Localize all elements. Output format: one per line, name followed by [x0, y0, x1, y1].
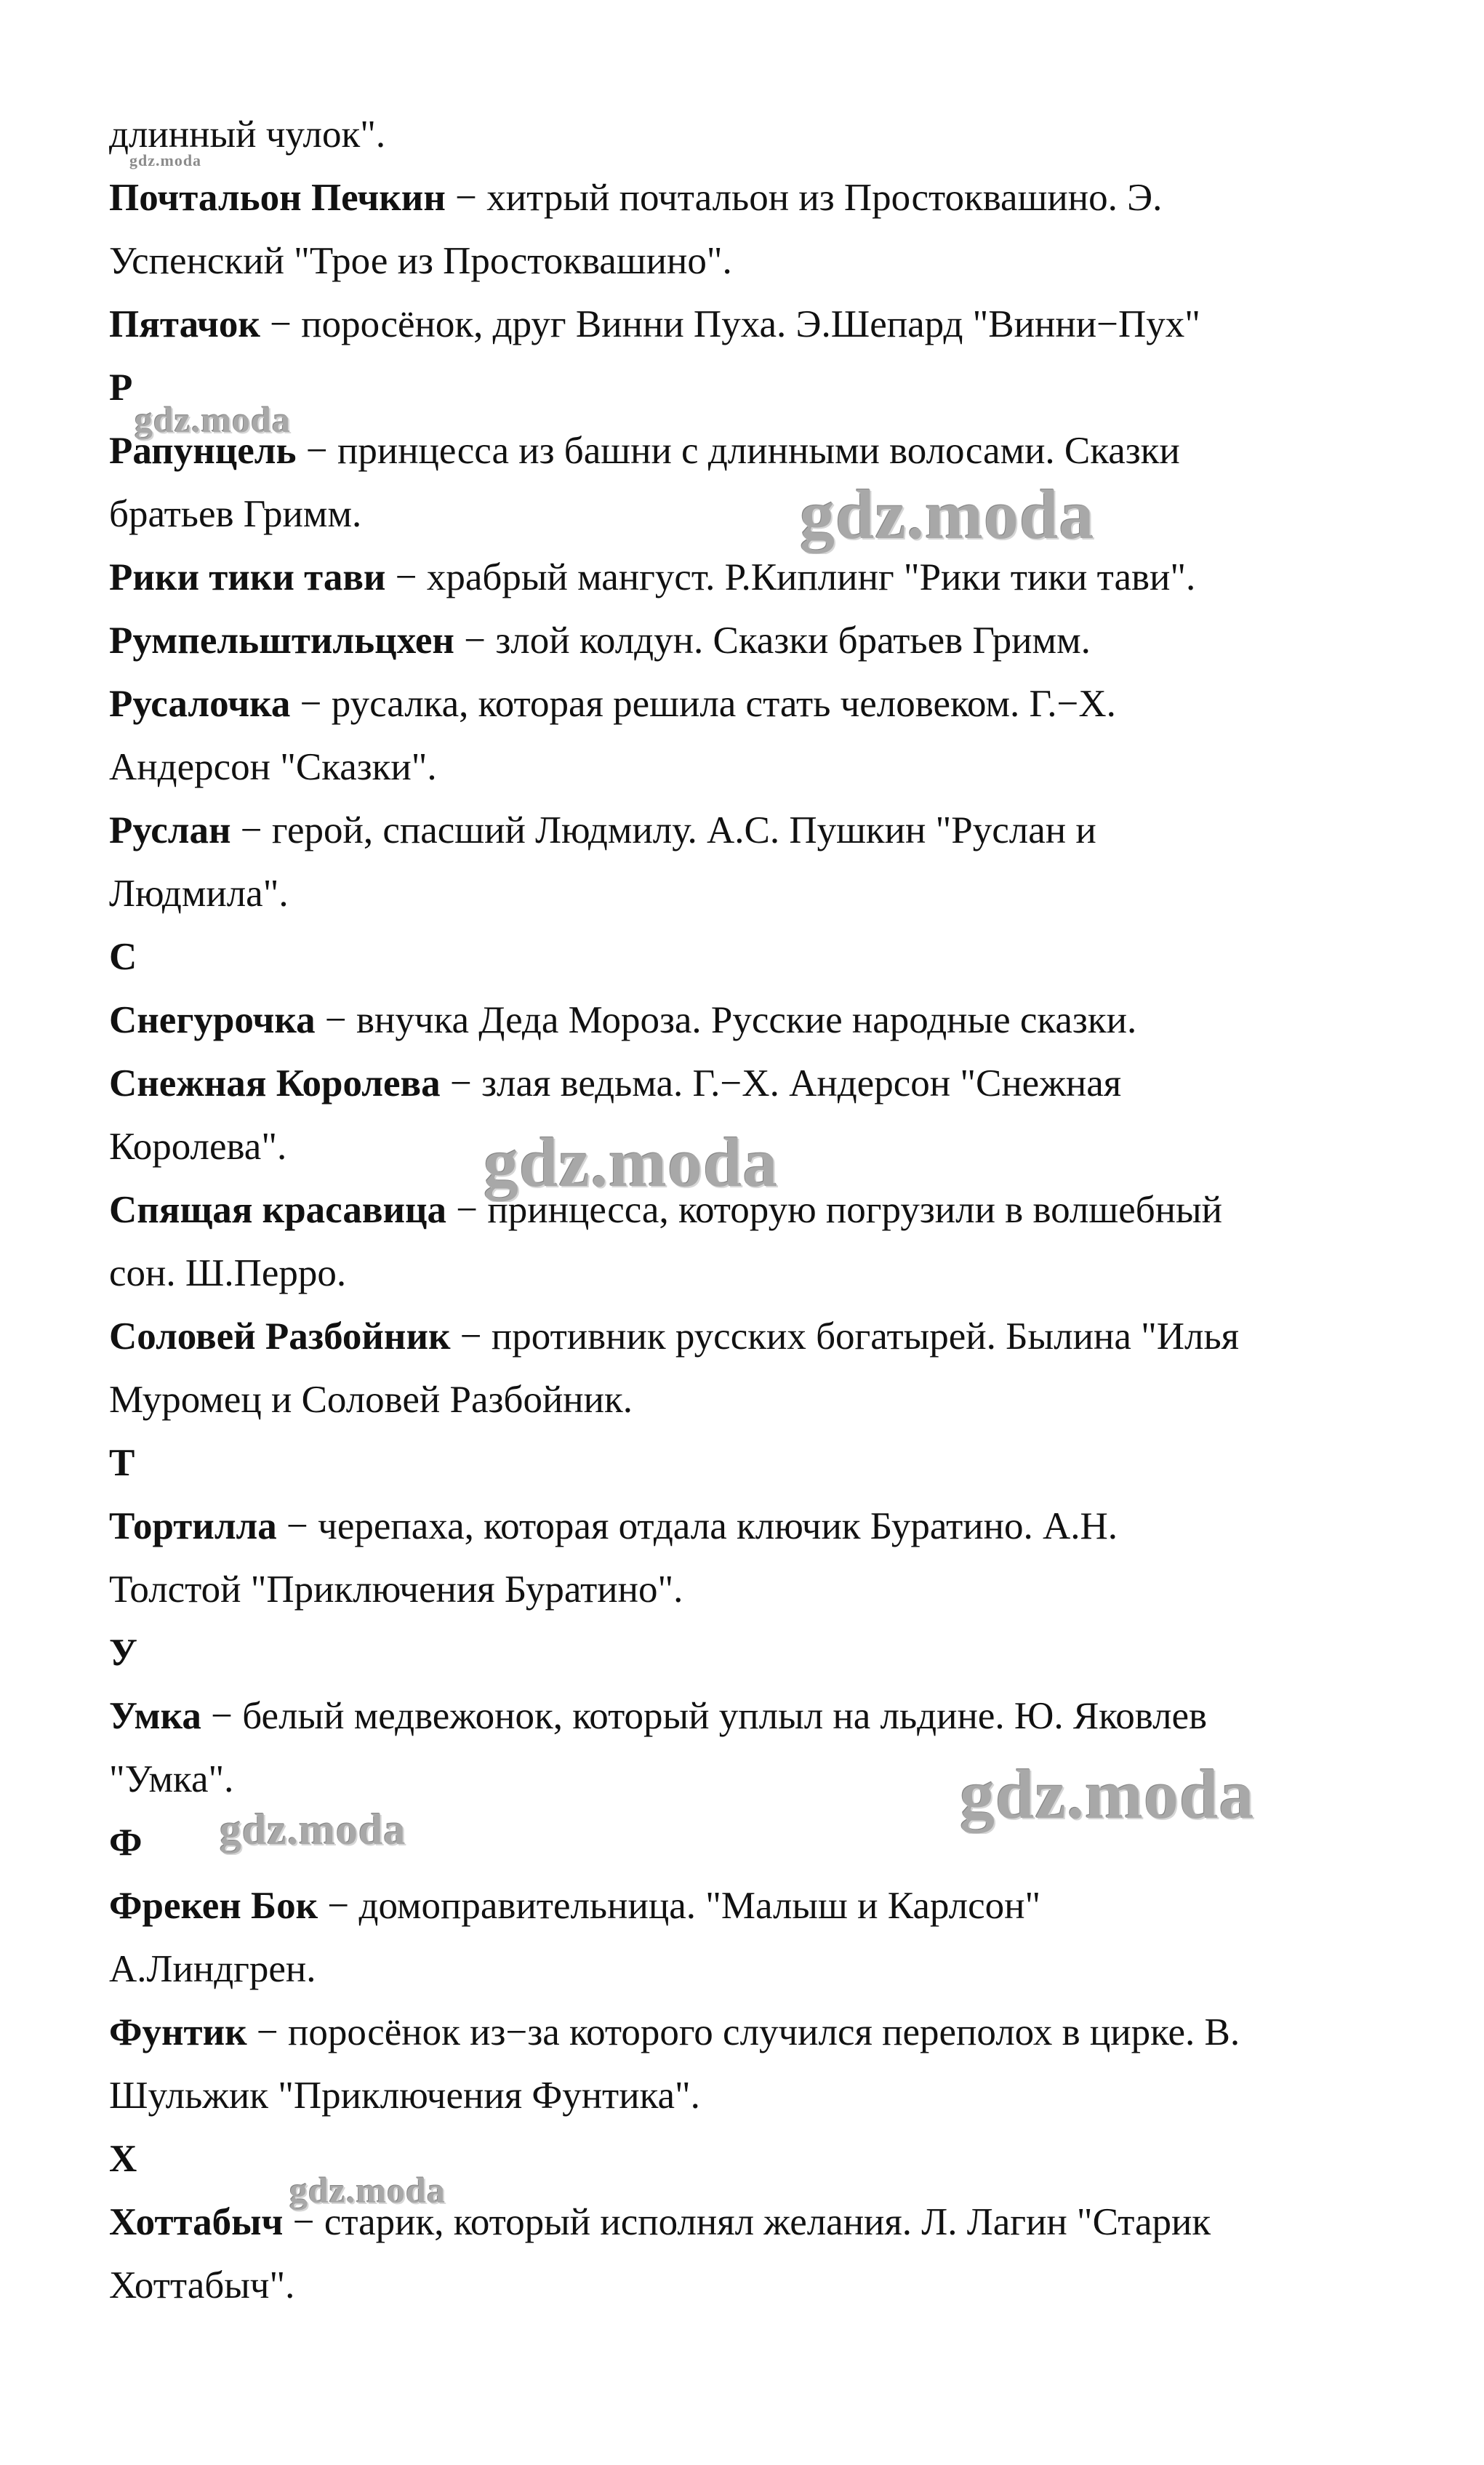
- entry-term: Соловей Разбойник: [109, 1315, 451, 1358]
- entry-term: С: [109, 936, 137, 978]
- text-line: [109, 1248, 1418, 1299]
- text-line: [109, 615, 1418, 666]
- watermark: gdz.moda: [220, 1805, 406, 1853]
- text-line: [109, 1501, 1418, 1552]
- entry-text: Хоттабыч".: [109, 2264, 295, 2306]
- entry-text: − хитрый почтальон из Простоквашино. Э.: [445, 177, 1163, 219]
- entry-term: Тортилла: [109, 1505, 277, 1547]
- entry-term: Русалочка: [109, 683, 291, 725]
- entry-term: Рапунцель: [109, 430, 297, 472]
- text-line: [109, 109, 1418, 160]
- text-line: [109, 1691, 1418, 1741]
- watermark: gdz.moda: [135, 399, 291, 440]
- entry-term: Т: [109, 1442, 135, 1484]
- entry-text: А.Линдгрен.: [109, 1948, 316, 1990]
- entry-term: Спящая красавица: [109, 1189, 447, 1231]
- entry-text: − принцесса из башни с длинными волосами. Сказки: [296, 430, 1180, 472]
- text-line: [109, 1374, 1418, 1425]
- text-line: [109, 552, 1418, 603]
- entry-term: Снегурочка: [109, 999, 316, 1041]
- entry-term: Пятачок: [109, 303, 260, 345]
- watermark: gdz.moda: [960, 1755, 1255, 1833]
- entry-text: Толстой "Приключения Буратино".: [109, 1568, 683, 1611]
- entry-term: Румпельштильцхен: [109, 620, 454, 662]
- entry-text: Королева".: [109, 1126, 287, 1168]
- entry-text: − поросёнок из−за которого случился переполох в цирке. В.: [246, 2011, 1240, 2053]
- watermark: gdz.moda: [129, 151, 202, 169]
- entry-term: Руслан: [109, 809, 231, 851]
- entry-term: Рики тики тави: [109, 556, 386, 598]
- entry-text: − принцесса, которую погрузили в волшебный: [446, 1189, 1223, 1231]
- entry-term: Умка: [109, 1695, 201, 1737]
- entry-text: братьев Гримм.: [109, 493, 362, 535]
- text-line: [109, 2007, 1418, 2058]
- watermark: gdz.moda: [800, 476, 1095, 553]
- text-line: [109, 1880, 1418, 1931]
- entry-term: Фрекен Бок: [109, 1885, 318, 1927]
- entry-term: Ф: [109, 1821, 143, 1864]
- entry-term: Х: [109, 2138, 137, 2180]
- text-line: [109, 678, 1418, 729]
- entry-text: − домоправительница. "Малыш и Карлсон": [318, 1885, 1041, 1927]
- entry-term: У: [109, 1632, 137, 1674]
- entry-term: Р: [109, 366, 133, 409]
- entry-term: Снежная Королева: [109, 1062, 441, 1105]
- watermark: gdz.moda: [484, 1123, 779, 1201]
- text-line: [109, 2070, 1418, 2121]
- text-line: [109, 236, 1418, 286]
- text-line: [109, 172, 1418, 223]
- entry-term: Хоттабыч: [109, 2201, 284, 2243]
- entry-text: длинный чулок".: [109, 113, 386, 156]
- text-line: [109, 1564, 1418, 1615]
- entry-text: Андерсон "Сказки".: [109, 746, 437, 788]
- text-line: [109, 489, 1418, 540]
- section-letter: [109, 362, 1418, 413]
- entry-text: Людмила".: [109, 873, 289, 915]
- entry-text: − злая ведьма. Г.−Х. Андерсон "Снежная: [440, 1062, 1122, 1105]
- entry-text: − белый медвежонок, который уплыл на льдине. Ю. Яковлев: [201, 1695, 1208, 1737]
- entry-text: "Умка".: [109, 1758, 234, 1800]
- text-line: [109, 995, 1418, 1046]
- entry-text: − русалка, которая решила стать человеком. Г.−Х.: [290, 683, 1116, 725]
- entry-text: − черепаха, которая отдала ключик Буратино. А.Н.: [276, 1505, 1118, 1547]
- entry-text: − поросёнок, друг Винни Пуха. Э.Шепард "Винни−Пух": [260, 303, 1200, 345]
- entry-term: Фунтик: [109, 2011, 247, 2053]
- text-line: [109, 1944, 1418, 1995]
- entry-text: − храбрый мангуст. Р.Киплинг "Рики тики тави".: [385, 556, 1196, 598]
- entry-text: − противник русских богатырей. Былина "Илья: [450, 1315, 1240, 1358]
- text-line: [109, 1058, 1418, 1109]
- text-line: [109, 1311, 1418, 1362]
- entry-text: − старик, который исполнял желания. Л. Лагин "Старик: [283, 2201, 1211, 2243]
- entry-text: − внучка Деда Мороза. Русские народные сказки.: [315, 999, 1137, 1041]
- entry-term: Почтальон Печкин: [109, 177, 446, 219]
- watermark: gdz.moda: [289, 2170, 446, 2211]
- text-line: [109, 425, 1418, 476]
- entry-text: сон. Ш.Перро.: [109, 1252, 347, 1294]
- entry-text: − злой колдун. Сказки братьев Гримм.: [454, 620, 1091, 662]
- text-line: [109, 868, 1418, 919]
- entry-text: Шульжик "Приключения Фунтика".: [109, 2075, 700, 2117]
- section-letter: [109, 1627, 1418, 1678]
- text-line: [109, 742, 1418, 793]
- text-line: [109, 299, 1418, 350]
- section-letter: [109, 931, 1418, 982]
- entry-text: Успенский "Трое из Простоквашино".: [109, 240, 732, 282]
- entry-text: − герой, спасший Людмилу. А.С. Пушкин "Руслан и: [230, 809, 1096, 851]
- text-line: [109, 2260, 1418, 2311]
- text-line: [109, 805, 1418, 856]
- entry-text: Муромец и Соловей Разбойник.: [109, 1379, 633, 1421]
- section-letter: [109, 1438, 1418, 1488]
